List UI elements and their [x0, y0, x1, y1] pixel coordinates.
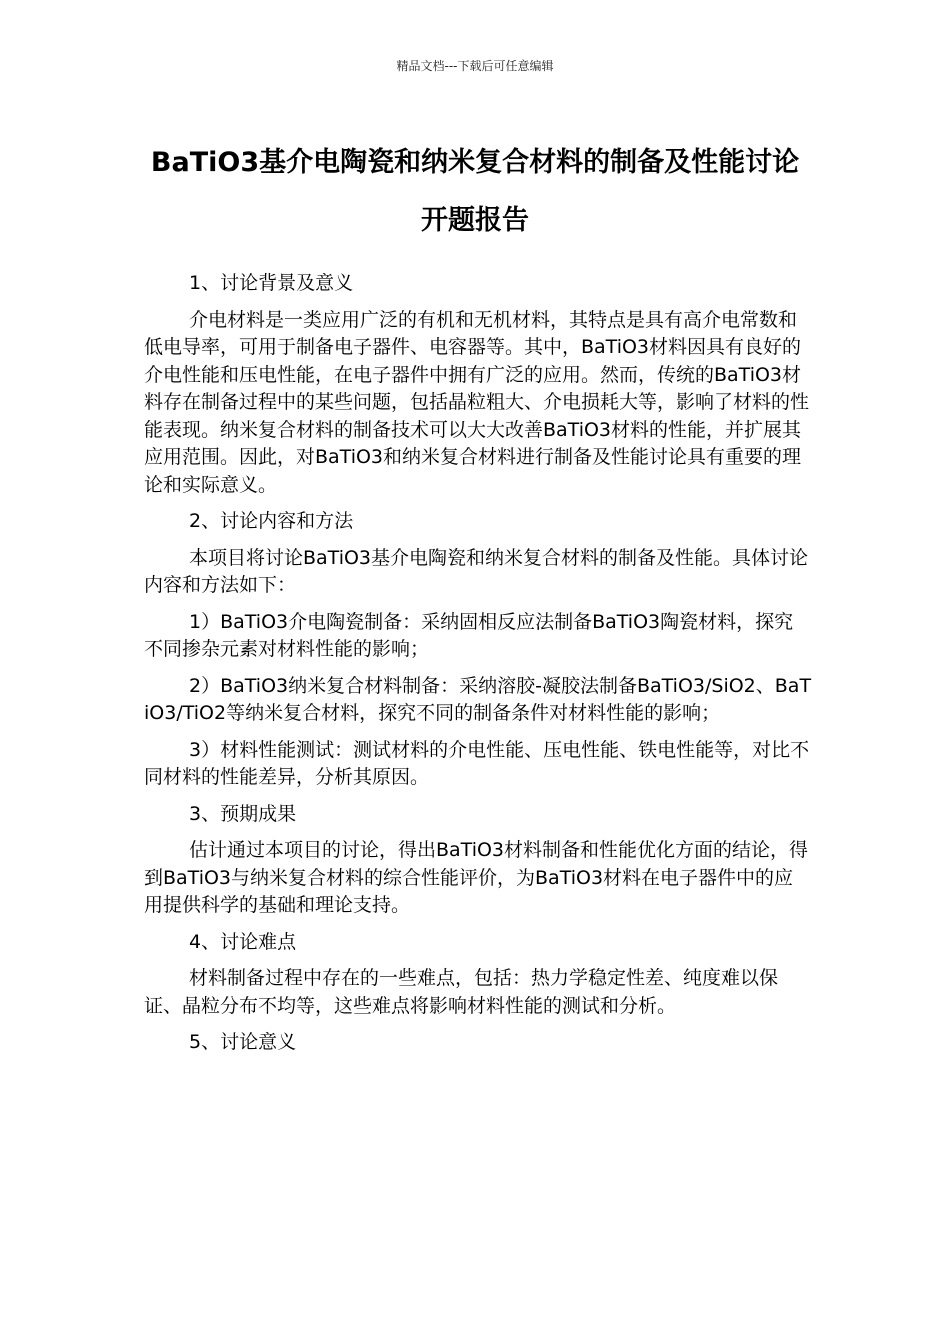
- paragraph-background: 介电材料是一类应用广泛的有机和无机材料，其特点是具有高介电常数和低电导率，可用于制备电子器件、电容器等。其中，BaTiO3材料因具有良好的介电性能和压电性能，在电子器件中拥有广泛的应用。然而，传统的BaTiO3材料存在制备过程中的某些问题，包括晶粒粗大、介电损耗大等，影响了材料的性能表现。纳米复合材料的制备技术可以大大改善BaTiO3材料的性能，并扩展其应用范围。因此，对BaTiO3和纳米复合材料进行制备及性能讨论具有重要的理论和实际意义。: [144, 308, 810, 496]
- section-heading-significance: 5、讨论意义: [189, 1031, 297, 1053]
- paragraph-difficulties: 材料制备过程中存在的一些难点，包括：热力学稳定性差、纯度难以保证、晶粒分布不均等，这些难点将影响材料性能的测试和分析。: [144, 967, 779, 1017]
- section-heading-expected-results: 3、预期成果: [189, 802, 297, 825]
- document-title: BaTiO3基介电陶瓷和纳米复合材料的制备及性能讨论开题报告: [150, 147, 800, 236]
- paragraph-content-intro: 本项目将讨论BaTiO3基介电陶瓷和纳米复合材料的制备及性能。具体讨论内容和方法如下：: [144, 546, 809, 596]
- list-item-ceramic-prep: 1）BaTiO3介电陶瓷制备：采纳固相反应法制备BaTiO3陶瓷材料，探究不同掺杂元素对材料性能的影响；: [144, 610, 794, 660]
- list-item-performance-test: 3）材料性能测试：测试材料的介电性能、压电性能、铁电性能等，对比不同材料的性能差异，分析其原因。: [144, 738, 810, 788]
- header-note: 精品文档---下载后可任意编辑: [396, 59, 554, 73]
- document-body: [144, 270, 812, 1066]
- paragraph-expected-results: 估计通过本项目的讨论，得出BaTiO3材料制备和性能优化方面的结论，得到BaTiO3与纳米复合材料的综合性能评价，为BaTiO3材料在电子器件中的应用提供科学的基础和理论支持。: [144, 839, 809, 916]
- section-heading-content-methods: 2、讨论内容和方法: [189, 510, 354, 532]
- section-heading-difficulties: 4、讨论难点: [189, 930, 297, 953]
- section-heading-background: 1、讨论背景及意义: [189, 272, 354, 294]
- list-item-nanocomposite-prep: 2）BaTiO3纳米复合材料制备：采纳溶胶-凝胶法制备BaTiO3/SiO2、BaTiO3/TiO2等纳米复合材料，探究不同的制备条件对材料性能的影响；: [144, 674, 812, 724]
